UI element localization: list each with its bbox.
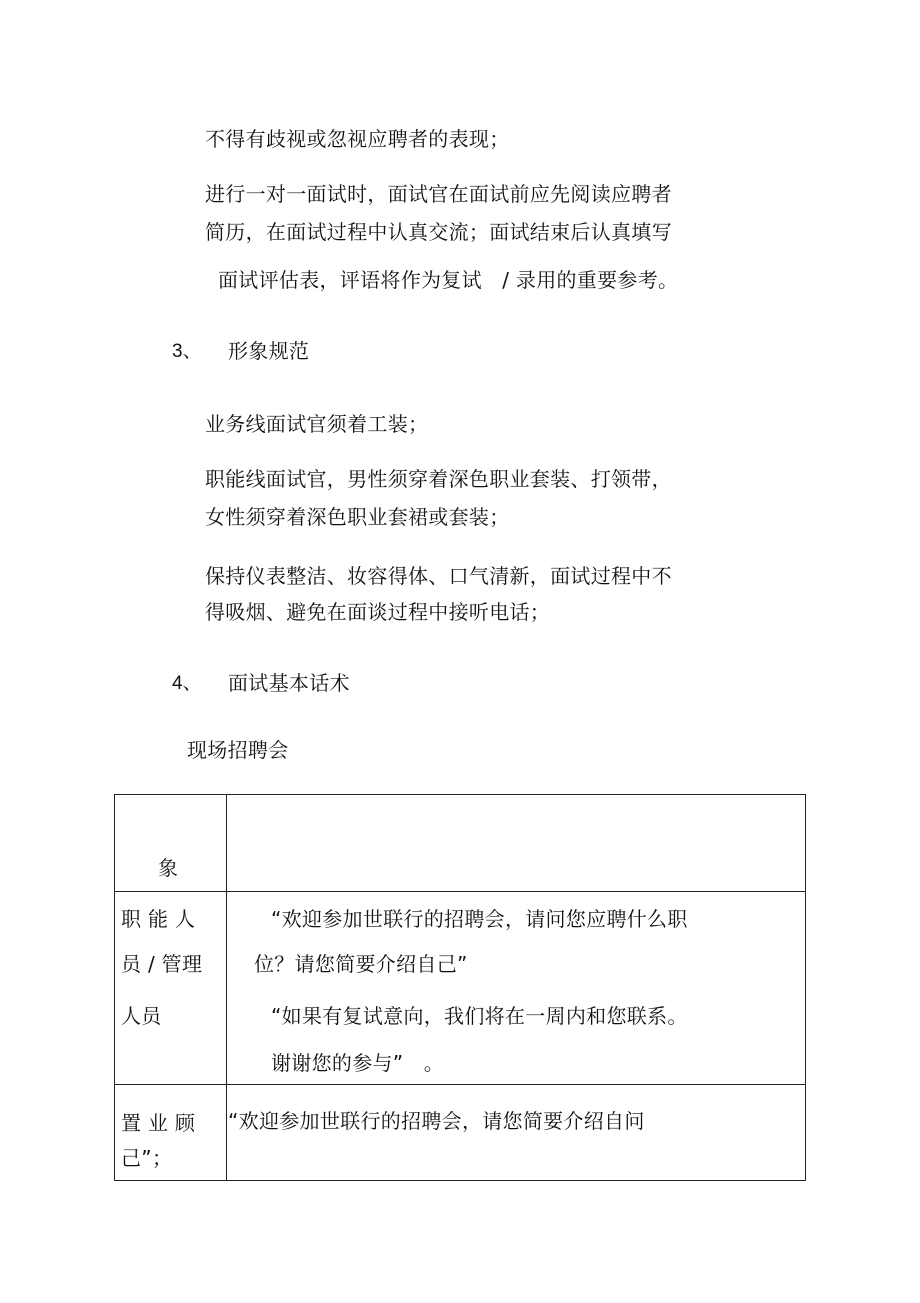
paragraph-no-discrimination: 不得有歧视或忽视应聘者的表现； [205, 127, 510, 151]
row2-role-line1: 置 业 顾 [121, 1111, 196, 1135]
row1-role-line2: 员 / 管理 [121, 952, 203, 976]
table-column-divider [226, 795, 227, 1180]
paragraph-one-on-one-line3: 面试评估表，评语将作为复试 / 录用的重要参考。 [218, 268, 679, 292]
interview-script-table [114, 794, 806, 1181]
table-row-divider-1 [115, 891, 805, 892]
row1-script1-line2: 位？请您简要介绍自己” [254, 952, 468, 976]
table-header-col1: 象 [158, 856, 179, 880]
paragraph-appearance-line2: 得吸烟、避免在面谈过程中接听电话； [205, 600, 551, 624]
paragraph-one-on-one-line2: 简历，在面试过程中认真交流；面试结束后认真填写 [205, 220, 672, 244]
row1-role-line3: 人员 [121, 1004, 162, 1028]
section-3-title: 形象规范 [228, 339, 310, 363]
section-3-number: 3、 [172, 341, 202, 362]
row1-script2-line2: 谢谢您的参与” 。 [271, 1051, 445, 1075]
subheading-onsite-job-fair: 现场招聘会 [187, 738, 289, 762]
paragraph-functional-line-dress-line2: 女性须穿着深色职业套裙或套装； [205, 505, 510, 529]
paragraph-functional-line-dress-line1: 职能线面试官，男性须穿着深色职业套装、打领带， [205, 467, 672, 491]
row1-script2-line1: “如果有复试意向，我们将在一周内和您联系。 [271, 1004, 688, 1028]
paragraph-business-line-uniform: 业务线面试官须着工装； [205, 412, 429, 436]
section-4-number: 4、 [172, 673, 202, 694]
row2-role-line2: 己”； [121, 1146, 173, 1170]
row1-role-line1: 职 能 人 [121, 907, 196, 931]
paragraph-one-on-one-line1: 进行一对一面试时，面试官在面试前应先阅读应聘者 [205, 182, 672, 206]
section-4-title: 面试基本话术 [228, 671, 350, 695]
row1-script1-line1: “欢迎参加世联行的招聘会，请问您应聘什么职 [271, 907, 688, 931]
table-row-divider-2 [115, 1084, 805, 1085]
row2-script-line1: “欢迎参加世联行的招聘会，请您简要介绍自问 [228, 1109, 645, 1133]
paragraph-appearance-line1: 保持仪表整洁、妆容得体、口气清新，面试过程中不 [205, 564, 672, 588]
